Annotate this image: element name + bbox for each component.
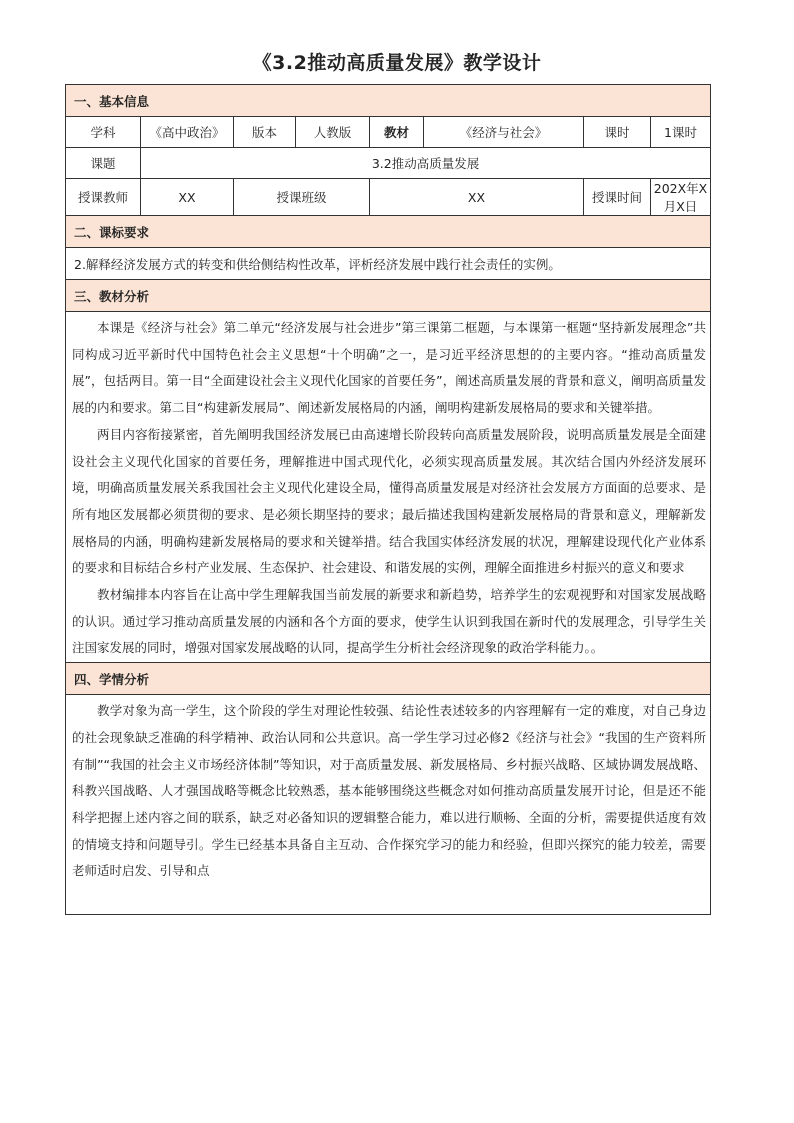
time-label: 授课时间 xyxy=(584,179,651,216)
subject-label: 学科 xyxy=(66,117,141,148)
basic-info-row-3 xyxy=(66,179,711,216)
curriculum-text: 2.解释经济发展方式的转变和供给侧结构性改革，评析经济发展中践行社会责任的实例。 xyxy=(66,248,711,280)
textbook-analysis-row xyxy=(66,312,711,663)
student-analysis-cell xyxy=(66,695,711,915)
paragraph: 两目内容衔接紧密，首先阐明我国经济发展已由高速增长阶段转向高质量发展阶段，说明高质量发展是全面建设社会主义现代化国家的首要任务，理解推进中国式现代化，必须实现高质量发展。其次结合国内外经济发展环境，明确高质量发展关系我国社会主义现代化建设全局，懂得高质量发展是对经济社会发展方方面面的总要求、是所有地区发展都必须贯彻的要求、是必须长期坚持的要求；最后描述我国构建新发展格局的背景和意义，理解新发展格局的内涵，明确构建新发展格局的要求和关键举措。结合我国实体经济发展的状况，理解建设现代化产业体系的要求和目标结合乡村产业发展、生态保护、社会建设、和谐发展的实例，理解全面推进乡村振兴的意义和要求 xyxy=(72,426,707,576)
section-header: 一、基本信息 xyxy=(66,85,711,117)
topic-label: 课题 xyxy=(66,148,141,179)
paragraph: 教学对象为高一学生，这个阶段的学生对理论性较强、结论性表述较多的内容理解有一定的难度，对自己身边的社会现象缺乏准确的科学精神、政治认同和公共意识。高一学生学习过必修2《经济与社会》“我国的生产资料所有制”“我国的社会主义市场经济体制”等知识，对于高质量发展、新发展格局、乡村振兴战略、区域协调发展战略、科教兴国战略、人才强国战略等概念比较熟悉，基本能够围绕这些概念对如何推动高质量发展开讨论，但是还不能科学把握上述内容之间的联系，缺乏对必备知识的逻辑整合能力，难以进行顺畅、全面的分析，需要提供适度有效的情境支持和问题导引。学生已经基本具备自主互动、合作探究学习的能力和经验，但即兴探究的能力较差，需要老师适时启发、引导和点 xyxy=(72,703,707,879)
textbook-analysis-cell xyxy=(66,312,711,663)
paragraph: 本课是《经济与社会》第二单元“经济发展与社会进步”第三课第二框题，与本课第一框题“坚持新发展理念”共同构成习近平新时代中国特色社会主义思想“十个明确”之一，是习近平经济思想的的主要内容。“推动高质量发展”，包括两目。第一目“全面建设社会主义现代化国家的首要任务”，阐述高质量发展的背景和意义，阐明高质量发展的内和要求。第二目“构建新发展局”、阐述新发展格局的内涵，阐明构建新发展格局的要求和关键举措。 xyxy=(72,320,707,416)
class-value: XX xyxy=(370,179,584,216)
edition-label: 版本 xyxy=(234,117,296,148)
subject-value: 《高中政治》 xyxy=(141,117,234,148)
section-header: 二、课标要求 xyxy=(66,216,711,248)
time-value: 202X年X月X日 xyxy=(651,179,711,216)
topic-value: 3.2推动高质量发展 xyxy=(141,148,711,179)
section-textbook-header xyxy=(66,280,711,312)
hours-label: 课时 xyxy=(584,117,651,148)
section-header: 三、教材分析 xyxy=(66,280,711,312)
basic-info-row-2 xyxy=(66,148,711,179)
hours-value: 1课时 xyxy=(651,117,711,148)
teacher-label: 授课教师 xyxy=(66,179,141,216)
section-curriculum-header xyxy=(66,216,711,248)
textbook-label: 教材 xyxy=(370,117,424,148)
lesson-plan-table xyxy=(65,84,711,915)
curriculum-row xyxy=(66,248,711,280)
paragraph: 教材编排本内容旨在让高中学生理解我国当前发展的新要求和新趋势，培养学生的宏观视野和对国家发展战略的认识。通过学习推动高质量发展的内涵和各个方面的要求，使学生认识到我国在新时代的发展理念，引导学生关注国家发展的同时，增强对国家发展战略的认同，提高学生分析社会经济现象的政治学科能力。。 xyxy=(72,587,707,656)
textbook-value: 《经济与社会》 xyxy=(424,117,584,148)
section-student-header xyxy=(66,663,711,695)
class-label: 授课班级 xyxy=(234,179,370,216)
student-analysis-row xyxy=(66,695,711,915)
section-basic-info-header xyxy=(66,85,711,117)
teacher-value: XX xyxy=(141,179,234,216)
section-header: 四、学情分析 xyxy=(66,663,711,695)
edition-value: 人教版 xyxy=(296,117,370,148)
basic-info-row-1 xyxy=(66,117,711,148)
document-title: 《3.2推动高质量发展》教学设计 xyxy=(252,52,542,74)
